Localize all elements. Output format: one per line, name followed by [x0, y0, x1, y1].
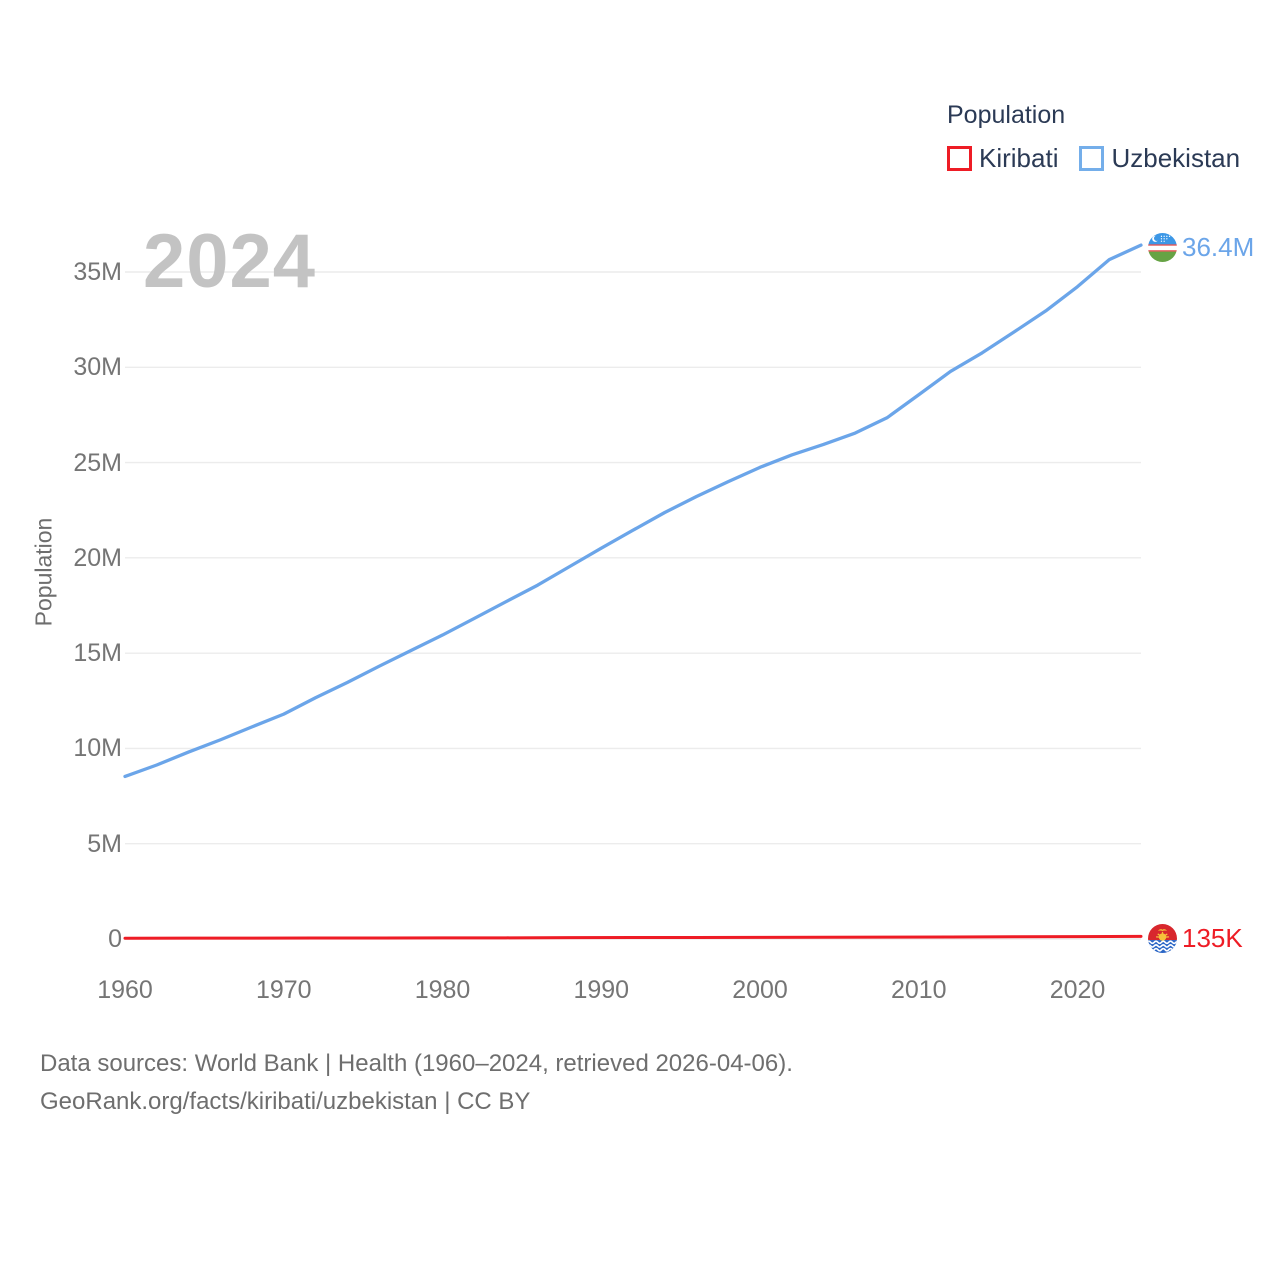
legend-label-uzbekistan: Uzbekistan	[1111, 143, 1241, 173]
uzbekistan-line	[125, 245, 1141, 776]
x-tick-label: 2000	[732, 976, 788, 1004]
legend	[947, 101, 1240, 174]
y-tick-label: 10M	[73, 734, 122, 763]
y-tick-label: 20M	[73, 543, 122, 572]
kiribati-end-marker	[1148, 923, 1243, 954]
legend-items	[947, 143, 1240, 174]
x-tick-label: 1970	[255, 976, 312, 1004]
footer	[40, 1045, 793, 1121]
y-tick-label: 15M	[73, 639, 122, 668]
year-watermark: 2024	[143, 219, 317, 304]
legend-label-kiribati: Kiribati	[979, 143, 1059, 173]
kiribati-flag-icon	[1148, 924, 1177, 953]
attribution-line: GeoRank.org/facts/kiribati/uzbekistan | CC BY	[40, 1088, 531, 1115]
x-tick-label: 1990	[573, 976, 630, 1004]
legend-title: Population	[947, 101, 1066, 129]
x-tick-label: 2020	[1049, 976, 1106, 1004]
y-tick-label: 5M	[87, 829, 122, 858]
x-tick-label: 1980	[414, 976, 471, 1004]
uzbekistan-swatch-icon	[1079, 146, 1104, 171]
data-sources-line: Data sources: World Bank | Health (1960–2024, retrieved 2026-04-06).	[40, 1050, 793, 1077]
y-tick-label: 0	[108, 925, 122, 953]
y-tick-label: 30M	[73, 353, 122, 382]
uzbekistan-end-value: 36.4M	[1182, 232, 1255, 262]
legend-item-kiribati[interactable]	[947, 143, 1058, 174]
legend-item-uzbekistan[interactable]	[1079, 143, 1240, 174]
x-tick-label: 1960	[97, 976, 153, 1004]
y-axis-title: Population	[30, 517, 57, 627]
uzbekistan-end-marker	[1148, 232, 1254, 263]
kiribati-line	[125, 936, 1141, 938]
x-tick-label: 2010	[890, 976, 947, 1004]
y-tick-label: 35M	[73, 258, 122, 286]
uzbekistan-flag-icon	[1148, 233, 1177, 262]
kiribati-end-value: 135K	[1182, 923, 1243, 953]
kiribati-swatch-icon	[947, 146, 972, 171]
y-tick-label: 25M	[73, 448, 122, 477]
